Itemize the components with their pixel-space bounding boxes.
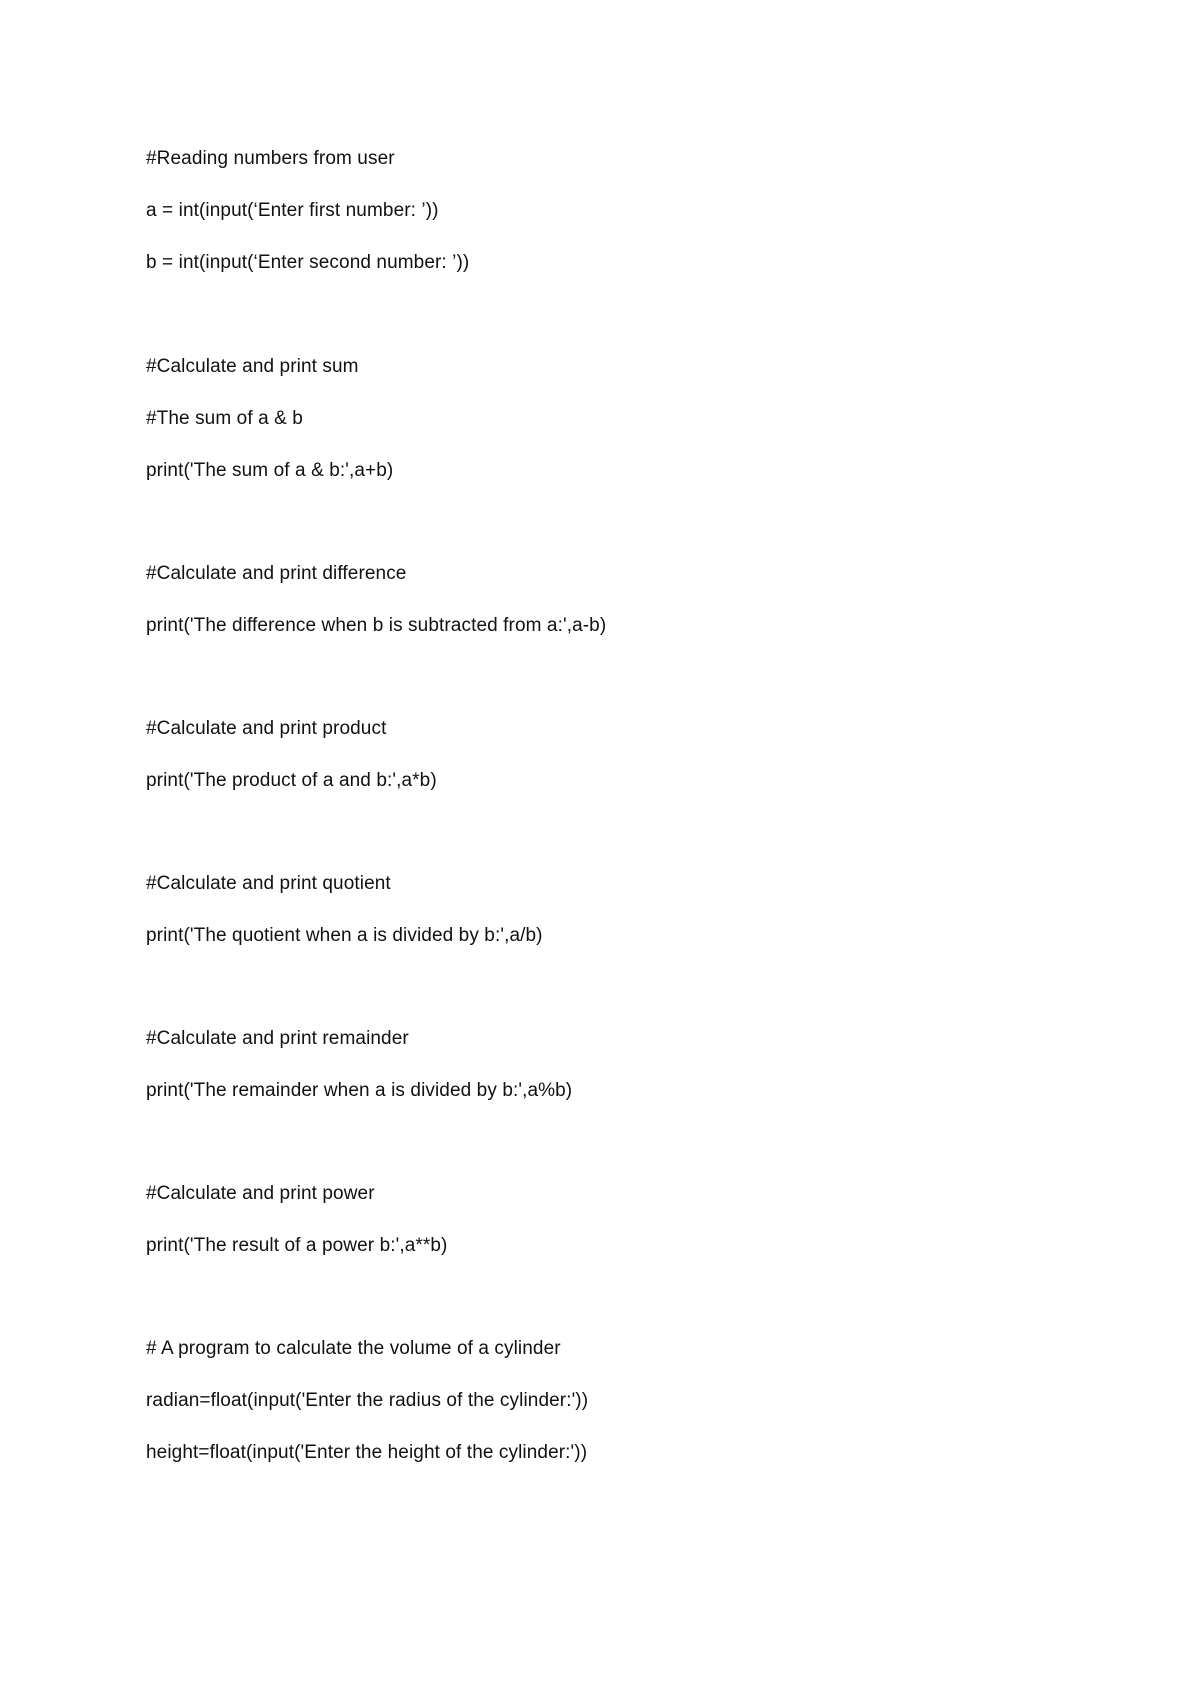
code-line-print-quotient: print('The quotient when a is divided by b:',a/b) [146,925,543,946]
code-line-input-height: height=float(input('Enter the height of the cylinder:')) [146,1442,588,1463]
comment-calc-remainder: #Calculate and print remainder [146,1028,409,1049]
code-line-input-radius: radian=float(input('Enter the radius of the cylinder:')) [146,1390,589,1411]
code-line-input-b: b = int(input(‘Enter second number: ’)) [146,252,470,273]
code-line-print-difference: print('The difference when b is subtracted from a:',a-b) [146,615,607,636]
comment-sum-of-a-b: #The sum of a & b [146,408,303,429]
code-line-print-power: print('The result of a power b:',a**b) [146,1235,448,1256]
code-line-print-product: print('The product of a and b:',a*b) [146,770,437,791]
comment-calc-sum: #Calculate and print sum [146,356,359,377]
comment-calc-power: #Calculate and print power [146,1183,375,1204]
code-line-print-remainder: print('The remainder when a is divided by b:',a%b) [146,1080,573,1101]
comment-calc-product: #Calculate and print product [146,718,387,739]
comment-cylinder-volume: # A program to calculate the volume of a cylinder [146,1338,561,1359]
comment-calc-quotient: #Calculate and print quotient [146,873,391,894]
comment-calc-difference: #Calculate and print difference [146,563,407,584]
code-line-print-sum: print('The sum of a & b:',a+b) [146,460,394,481]
code-line-input-a: a = int(input(‘Enter first number: ’)) [146,200,439,221]
comment-reading-numbers: #Reading numbers from user [146,148,395,169]
